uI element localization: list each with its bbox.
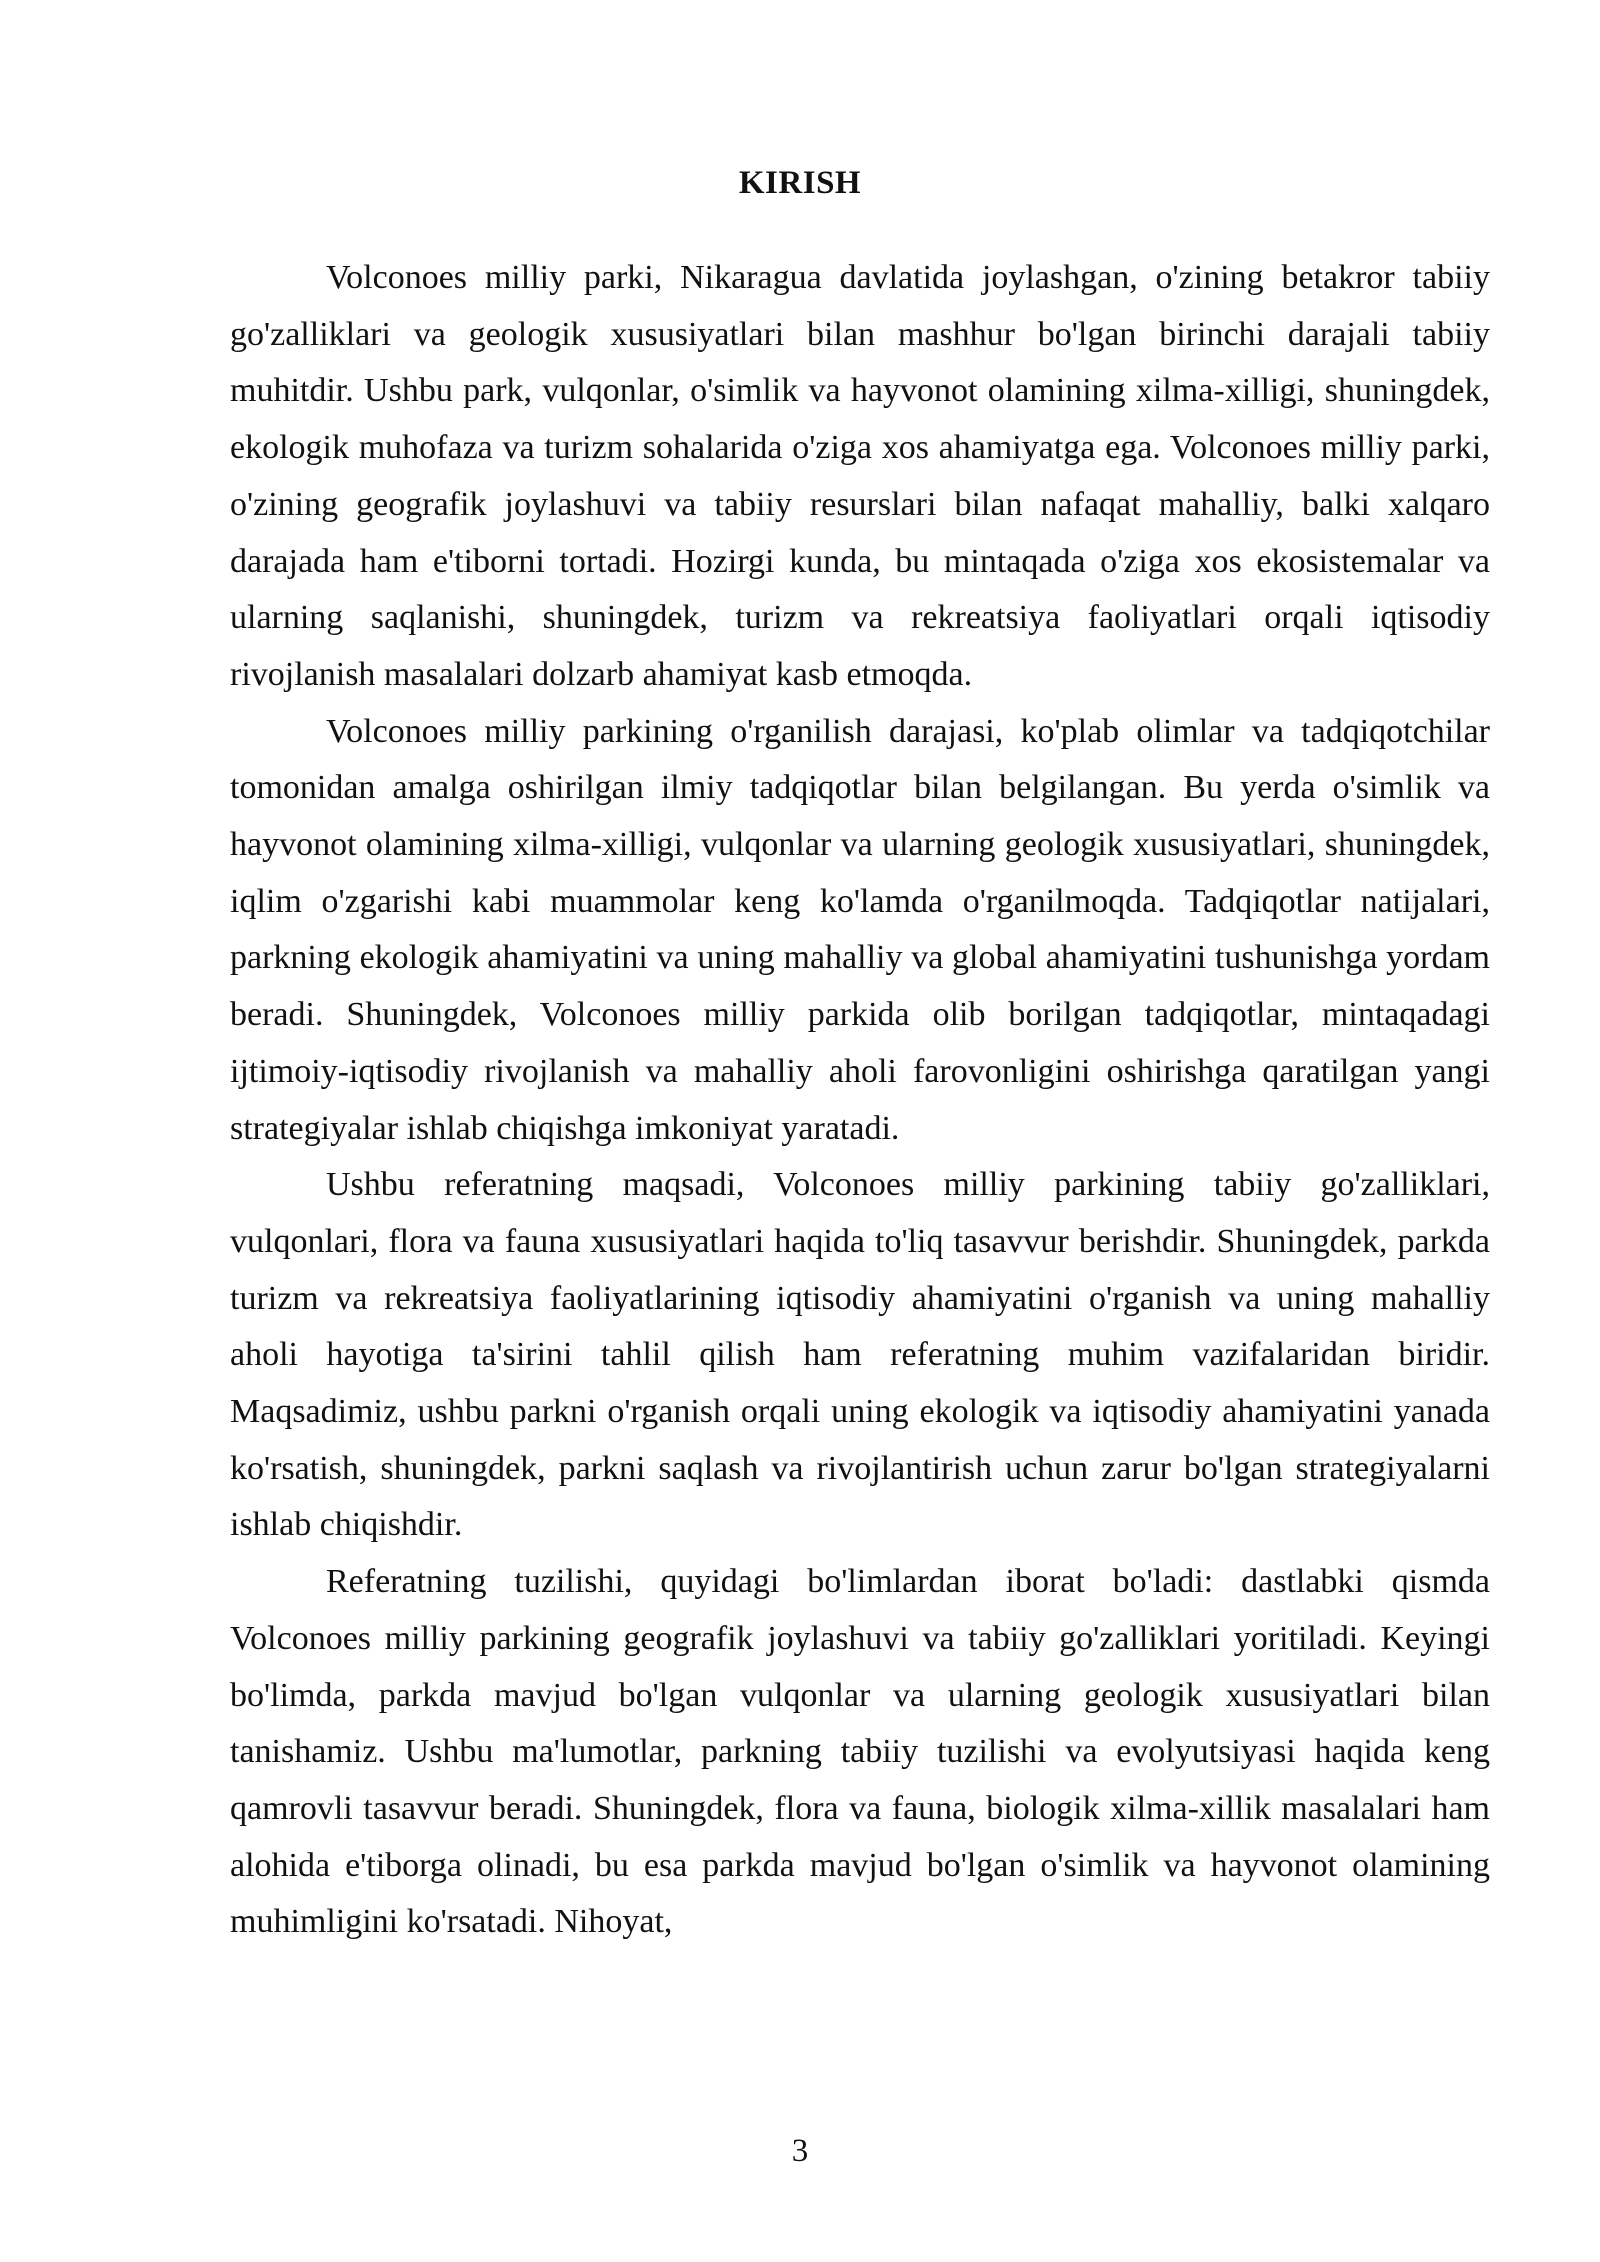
body-text [230, 250, 1490, 1951]
paragraph-3: Ushbu referatning maqsadi, Volconoes milliy parkining tabiiy go'zalliklari, vulqonlari, flora va fauna xususiyatlari haqida to'liq tasavvur berishdir. Shuningdek, parkda turizm va rekreatsiya faoliyatlarining iqtisodiy ahamiyatini o'rganish va uning mahalliy aholi hayotiga ta'sirini tahlil qilish ham referatning muhim vazifalaridan biridir. Maqsadimiz, ushbu parkni o'rganish orqali uning ekologik va iqtisodiy ahamiyatini yanada ko'rsatish, shuningdek, parkni saqlash va rivojlantirish uchun zarur bo'lgan strategiyalarni ishlab chiqishdir. [230, 1166, 1490, 1544]
section-heading: KIRISH [738, 165, 862, 201]
paragraph-2: Volconoes milliy parkining o'rganilish darajasi, ko'plab olimlar va tadqiqotchilar tomonidan amalga oshirilgan ilmiy tadqiqotlar bilan belgilangan. Bu yerda o'simlik va hayvonot olamining xilma-xilligi, vulqonlar va ularning geologik xususiyatlari, shuningdek, iqlim o'zgarishi kabi muammolar keng ko'lamda o'rganilmoqda. Tadqiqotlar natijalari, parkning ekologik ahamiyatini va uning mahalliy va global ahamiyatini tushunishga yordam beradi. Shuningdek, Volconoes milliy parkida olib borilgan tadqiqotlar, mintaqadagi ijtimoiy-iqtisodiy rivojlanish va mahalliy aholi farovonligini oshirishga qaratilgan yangi strategiyalar ishlab chiqishga imkoniyat yaratadi. [230, 712, 1490, 1147]
paragraph-1: Volconoes milliy parki, Nikaragua davlatida joylashgan, o'zining betakror tabiiy go'zalliklari va geologik xususiyatlari bilan mashhur bo'lgan birinchi darajali tabiiy muhitdir. Ushbu park, vulqonlar, o'simlik va hayvonot olamining xilma-xilligi, shuningdek, ekologik muhofaza va turizm sohalarida o'ziga xos ahamiyatga ega. Volconoes milliy parki, o'zining geografik joylashuvi va tabiiy resurslari bilan nafaqat mahalliy, balki xalqaro darajada ham e'tiborni tortadi. Hozirgi kunda, bu mintaqada o'ziga xos ekosistemalar va ularning saqlanishi, shuningdek, turizm va rekreatsiya faoliyatlari orqali iqtisodiy rivojlanish masalalari dolzarb ahamiyat kasb etmoqda. [230, 259, 1490, 693]
page-number: 3 [791, 2133, 809, 2169]
paragraph-4: Referatning tuzilishi, quyidagi bo'limlardan iborat bo'ladi: dastlabki qismda Volconoes milliy parkining geografik joylashuvi va tabiiy go'zalliklari yoritiladi. Keyingi bo'limda, parkda mavjud bo'lgan vulqonlar va ularning geologik xususiyatlari bilan tanishamiz. Ushbu ma'lumotlar, parkning tabiiy tuzilishi va evolyutsiyasi haqida keng qamrovli tasavvur beradi. Shuningdek, flora va fauna, biologik xilma-xillik masalalari ham alohida e'tiborga olinadi, bu esa parkda mavjud bo'lgan o'simlik va hayvonot olamining muhimligini ko'rsatadi. Nihoyat, [230, 1563, 1490, 1941]
